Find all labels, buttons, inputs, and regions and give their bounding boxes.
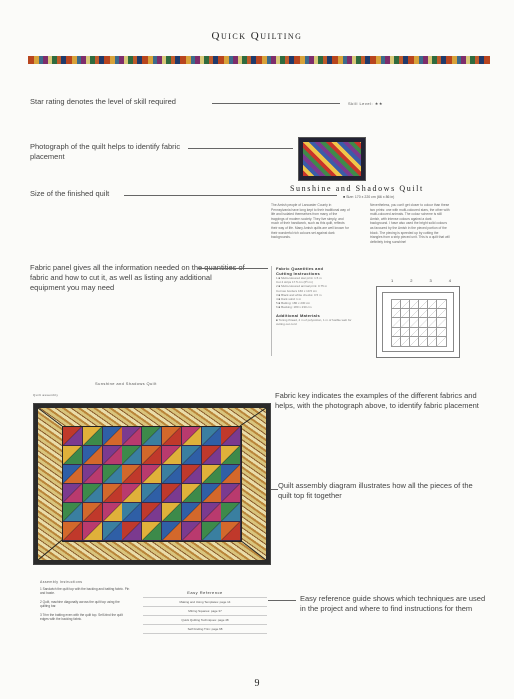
- instructions-heading: Assembly Instructions: [40, 580, 83, 584]
- panel-line: Cut two borders 160 x 10.5 cm: [276, 288, 317, 293]
- skill-level-label: Skill Level:: [348, 101, 374, 106]
- callout-reference: Easy reference guide shows which techniques are used in the project and where to find instructions for them: [300, 594, 486, 613]
- panel-heading-1: Fabric Quantities and: [276, 266, 324, 271]
- panel-line: 6 ■ Backing: 180 x 230 cm: [276, 305, 312, 310]
- page-number: 9: [254, 678, 260, 689]
- callout-skill: Star rating denotes the level of skill required: [30, 97, 176, 106]
- body-text-right: Nevertheless, you can't get closer to colour than these two prints: one with multi-coloured stars, the other with multi-coloured animals. The colour scheme is still Amish, with intense colours against a dark background. I have also used the bright solid colours as favoured by the Amish in the pieced portion of the block. The piecing is speeded up by cutting the triangles from a strip pieced unit. This is a quilt that will definitely bring sunshine!: [370, 203, 450, 244]
- panel-line: 4 ■ Dark solid: 1 m: [276, 297, 302, 302]
- instructions: [40, 580, 130, 621]
- skill-level: [348, 101, 383, 106]
- page-header-title: Quick Quilting: [211, 30, 303, 42]
- instruction-step: 1 Sandwich the quilt top with the backing and batting fabric. Pin and baste.: [40, 587, 130, 596]
- fabric-panel: [271, 266, 360, 356]
- callout-assembly: Quilt assembly diagram illustrates how all the pieces of the quilt top fit together: [278, 481, 473, 500]
- body-text-left: The Amish people of Lancaster County in Pennsylvania have long kept to their traditional way of life and isolated themselves from many of the trappings of modern society. They live simply, and much of their handiwork, such as this quilt, reflects their way of life. Many Amish quilts are well known for their wonderful rich colours set against dark backgrounds.: [271, 203, 350, 240]
- diagram-number: 2: [410, 278, 413, 283]
- diagram-cell: [436, 336, 447, 347]
- panel-line: Cut 4 strips 17.5 cm (6½ in): [276, 280, 313, 285]
- leader-reference: [268, 600, 296, 601]
- quilt-assembly-diagram: [33, 403, 271, 565]
- quilt-size: ■ Size: 170 x 220 cm (66 x 86 in): [343, 195, 395, 199]
- diagram-numbers: [391, 278, 451, 283]
- instruction-step: 2 Quilt, machine diagonally across the quilt top using the quilting bar.: [40, 599, 120, 609]
- reference-row: Self binding Trim: page 68: [143, 625, 267, 634]
- diagram-number: 4: [448, 278, 451, 283]
- leader-photo: [188, 148, 293, 149]
- panel-line: 5 ■ Batting: 180 x 230 cm: [276, 301, 311, 306]
- panel-line: 2 ■ Multi-coloured animal print: 0.75 m: [276, 284, 328, 289]
- assembly-sub: Quilt assembly: [33, 393, 59, 397]
- panel-additional-heading: Additional Materials: [276, 312, 321, 318]
- reference-row: Mitring Squares: page 37: [143, 607, 267, 616]
- easy-reference-box: [143, 588, 267, 648]
- leader-size: [124, 195, 337, 196]
- assembly-caption: Sunshine and Shadows Quilt: [95, 381, 157, 386]
- fabric-strip-decoration: [28, 56, 490, 64]
- panel-line: 1 ■ Multi-coloured star print: 1.5 m: [276, 276, 322, 280]
- callout-panel: Fabric panel gives all the information needed on the quantities of fabric and how to cut it, as well as listing any additional equipment you may need: [30, 263, 245, 292]
- quilt-diagram-small: [376, 286, 460, 358]
- panel-heading-2: Cutting Instructions: [276, 271, 320, 276]
- instruction-step: 3 Trim the batting even with the quilt top. Self-bind the quilt edges with the backing fabric.: [40, 612, 123, 622]
- quilt-title: Sunshine and Shadows Quilt: [290, 184, 424, 193]
- panel-line: 3 ■ Black and white checks: 0.5 m: [276, 292, 322, 297]
- quilt-photograph: [298, 137, 366, 181]
- reference-row: Quick Quilting Techniques: page 48: [143, 616, 267, 625]
- panel-additional-text: ■ Toning thread, 4 m of polycotton, 1 m of fusible web for cutting out cord: [276, 317, 352, 326]
- leader-panel: [198, 268, 268, 269]
- leader-skill: [212, 103, 340, 104]
- diagram-number: 1: [391, 278, 394, 283]
- callout-size: Size of the finished quilt: [30, 189, 110, 198]
- reference-row: Making and Using Templates: page 14: [143, 598, 267, 607]
- diagram-number: 3: [429, 278, 432, 283]
- skill-stars-icon: ★★: [374, 101, 383, 106]
- callout-fabric-key: Fabric key indicates the examples of the different fabrics and helps, with the photograph above, to identify fabric placement: [275, 391, 479, 410]
- callout-photo: Photograph of the quilt helps to identify fabric placement: [30, 142, 181, 161]
- reference-heading: Easy Reference: [143, 588, 267, 598]
